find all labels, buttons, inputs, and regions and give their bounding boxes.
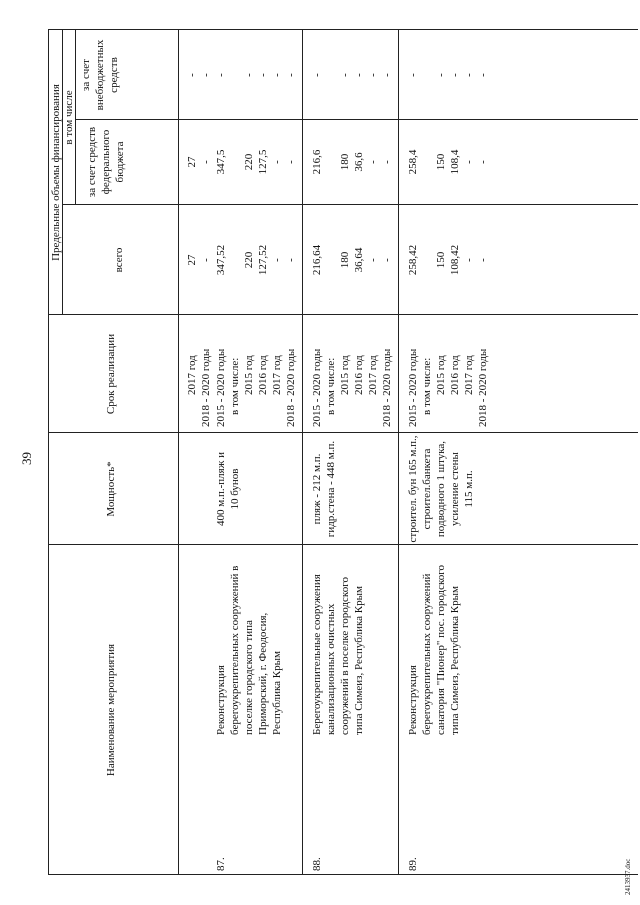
header-period: Срок реализации bbox=[105, 333, 117, 415]
item-89-federal: - bbox=[477, 160, 489, 164]
item-88-offbudget: - bbox=[339, 73, 351, 77]
item-87-offbudget: - bbox=[215, 73, 227, 77]
item-88-federal: - bbox=[367, 160, 379, 164]
top-row-2-period: 2018 - 2020 годы bbox=[200, 348, 212, 427]
item-87-federal: - bbox=[271, 160, 283, 164]
top-row-1-period: 2017 год bbox=[186, 355, 198, 395]
item-88-offbudget: - bbox=[367, 73, 379, 77]
item-89-federal: - bbox=[463, 160, 475, 164]
item-88-offbudget: - bbox=[353, 73, 365, 77]
item-89-federal: 258,4 bbox=[407, 149, 419, 175]
item-89-federal: 108,4 bbox=[449, 149, 461, 175]
item-88-name-line: сооружений в поселке городского bbox=[339, 577, 351, 735]
item-88-name-line: типа Симеиз, Республика Крым bbox=[353, 586, 365, 735]
item-89-capacity-line: усиление стены bbox=[449, 452, 461, 526]
item-89-period: 2018 - 2020 годы bbox=[477, 348, 489, 427]
item-88-federal: 216,6 bbox=[311, 149, 323, 175]
item-87-total: 127,52 bbox=[257, 244, 269, 276]
item-88-period: 2017 год bbox=[367, 355, 379, 395]
table-top-border bbox=[48, 30, 49, 875]
item-88-total: 216,64 bbox=[311, 244, 323, 276]
header-funding: Предельные объемы финансирования bbox=[50, 84, 62, 261]
item-89-total: - bbox=[463, 258, 475, 262]
header-federal-2: федерального bbox=[100, 129, 112, 195]
item-87-total: - bbox=[285, 258, 297, 262]
item-89-capacity-line: строител.банкета bbox=[421, 448, 433, 530]
item-87-period: 2018 - 2020 годы bbox=[285, 348, 297, 427]
item-88-offbudget: - bbox=[311, 73, 323, 77]
header-offbudget-2: внебюджетных bbox=[94, 39, 106, 111]
item-87-number: 87. bbox=[215, 857, 227, 871]
item-89-including: в том числе: bbox=[421, 357, 433, 415]
item-89-offbudget: - bbox=[477, 73, 489, 77]
item-87-offbudget: - bbox=[257, 73, 269, 77]
header-name: Наименование мероприятия bbox=[105, 643, 117, 777]
item-88-federal: 36,6 bbox=[353, 152, 365, 172]
row-divider bbox=[302, 30, 303, 875]
header-capacity: Мощность* bbox=[105, 461, 117, 517]
item-87-offbudget: - bbox=[271, 73, 283, 77]
top-row-2-offbudget: - bbox=[200, 73, 212, 77]
item-88-capacity-line: гидр.стена - 448 м.п. bbox=[325, 440, 337, 538]
top-row-1-federal: 27 bbox=[186, 156, 198, 168]
item-87-including: в том числе: bbox=[229, 357, 241, 415]
item-87-name-line: берегоукрепительных сооружений в bbox=[229, 565, 241, 735]
table-right-border bbox=[48, 29, 638, 30]
header-bottom-border bbox=[178, 30, 179, 875]
item-89-period: 2017 год bbox=[463, 355, 475, 395]
item-89-name-line: типа Симеиз, Республика Крым bbox=[449, 586, 461, 735]
col-divider-funding bbox=[48, 314, 638, 315]
item-88-total: 36,64 bbox=[353, 247, 365, 273]
item-87-offbudget: - bbox=[243, 73, 255, 77]
top-row-2-federal: - bbox=[200, 160, 212, 164]
item-89-period: 2016 год bbox=[449, 355, 461, 395]
item-89-offbudget: - bbox=[435, 73, 447, 77]
top-row-1-offbudget: - bbox=[186, 73, 198, 77]
item-88-total: - bbox=[367, 258, 379, 262]
item-89-offbudget: - bbox=[449, 73, 461, 77]
col-divider-capacity bbox=[48, 544, 638, 545]
col-divider-federal bbox=[62, 204, 638, 205]
item-89-total: 150 bbox=[435, 251, 447, 269]
item-89-name-line: берегоукрепительных сооружений bbox=[421, 573, 433, 735]
item-88-total: - bbox=[381, 258, 393, 262]
item-87-name-line: поселке городского типа bbox=[243, 620, 255, 735]
item-89-total: - bbox=[477, 258, 489, 262]
item-89-name-line: санатория "Пионер" пос. городского bbox=[435, 564, 447, 735]
col-divider-period bbox=[48, 432, 638, 433]
item-89-number: 89. bbox=[407, 857, 419, 871]
item-88-period: 2016 год bbox=[353, 355, 365, 395]
item-87-total: 220 bbox=[243, 251, 255, 269]
item-87-total: 347,52 bbox=[215, 244, 227, 276]
col-divider-offbudget bbox=[75, 119, 638, 120]
header-federal-1: за счет средств bbox=[86, 126, 98, 198]
item-89-offbudget: - bbox=[463, 73, 475, 77]
item-87-offbudget: - bbox=[285, 73, 297, 77]
item-87-period: 2015 год bbox=[243, 355, 255, 395]
header-federal-3: бюджета bbox=[114, 141, 126, 183]
top-row-1-total: 27 bbox=[186, 254, 198, 266]
item-88-federal: - bbox=[381, 160, 393, 164]
item-89-period: 2015 - 2020 годы bbox=[407, 348, 419, 427]
item-87-federal: 220 bbox=[243, 153, 255, 171]
footer-filename: 2413937.doc bbox=[624, 858, 632, 895]
item-87-federal: 347,5 bbox=[215, 149, 227, 175]
item-87-capacity-line: 400 м.п.-пляж и bbox=[215, 452, 227, 526]
item-87-total: - bbox=[271, 258, 283, 262]
item-87-name-line: Республика Крым bbox=[271, 651, 283, 735]
header-total: всего bbox=[113, 247, 125, 273]
item-88-offbudget: - bbox=[381, 73, 393, 77]
item-87-period: 2017 год bbox=[271, 355, 283, 395]
item-87-federal: 127,5 bbox=[257, 149, 269, 175]
item-89-offbudget: - bbox=[407, 73, 419, 77]
item-88-name-line: Берегоукрепительные сооружения bbox=[311, 574, 323, 735]
item-87-federal: - bbox=[285, 160, 297, 164]
item-89-period: 2015 год bbox=[435, 355, 447, 395]
header-offbudget-1: за счет bbox=[80, 59, 92, 91]
item-88-total: 180 bbox=[339, 251, 351, 269]
item-87-period: 2015 - 2020 годы bbox=[215, 348, 227, 427]
header-offbudget-3: средств bbox=[108, 57, 120, 93]
item-88-federal: 180 bbox=[339, 153, 351, 171]
item-89-name-line: Реконструкция bbox=[407, 665, 419, 735]
header-including: в том числе bbox=[63, 90, 75, 145]
item-87-name-line: Реконструкция bbox=[215, 665, 227, 735]
item-88-capacity-line: пляж - 212 м.п. bbox=[311, 453, 323, 525]
item-88-period: 2015 - 2020 годы bbox=[311, 348, 323, 427]
item-89-capacity-line: подводного 1 штука, bbox=[435, 440, 447, 538]
item-89-total: 258,42 bbox=[407, 244, 419, 276]
item-89-federal: 150 bbox=[435, 153, 447, 171]
row-divider bbox=[398, 30, 399, 875]
item-88-period: 2015 год bbox=[339, 355, 351, 395]
item-88-including: в том числе: bbox=[325, 357, 337, 415]
item-88-number: 88. bbox=[311, 857, 323, 871]
table-left-border bbox=[48, 874, 638, 875]
item-87-capacity-line: 10 бунов bbox=[229, 468, 241, 510]
item-87-name-line: Приморский, г. Феодосия, bbox=[257, 612, 269, 735]
top-row-2-total: - bbox=[200, 258, 212, 262]
item-88-name-line: канализационных очистных bbox=[325, 603, 337, 735]
item-89-capacity-line: строител. бун 165 м.п., bbox=[407, 435, 419, 543]
item-87-period: 2016 год bbox=[257, 355, 269, 395]
item-89-capacity-line: 115 м.п. bbox=[463, 470, 475, 508]
item-88-period: 2018 - 2020 годы bbox=[381, 348, 393, 427]
item-89-total: 108,42 bbox=[449, 244, 461, 276]
page-number: 39 bbox=[19, 452, 34, 465]
